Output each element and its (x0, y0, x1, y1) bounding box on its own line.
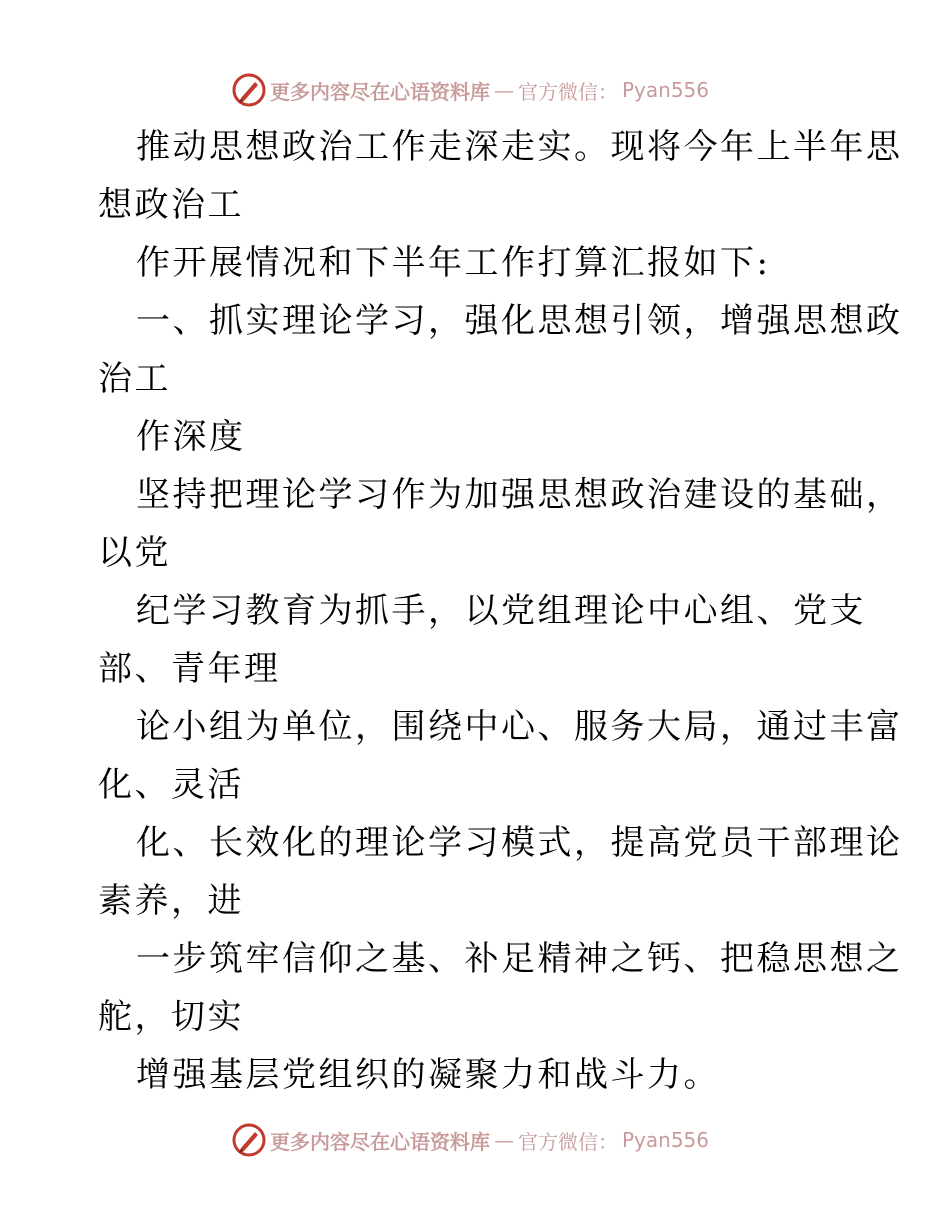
pen-logo-icon (232, 1123, 266, 1157)
pen-logo-icon (232, 73, 266, 107)
watermark-sub-text: 官方微信： (518, 1129, 618, 1154)
footer-watermark (232, 1122, 709, 1158)
watermark-dash: — (494, 1128, 514, 1152)
watermark-main-text: 更多内容尽在心语资料库 (270, 79, 490, 104)
text-line: 化、长效化的理论学习模式，提高党员干部理论 (136, 823, 903, 863)
text-line: 论小组为单位，围绕中心、服务大局，通过丰富 (136, 707, 903, 747)
text-line: 化、灵活 (98, 765, 244, 805)
text-line: 坚持把理论学习作为加强思想政治建设的基础， (136, 475, 903, 515)
document-body (98, 118, 903, 1104)
text-line: 纪学习教育为抓手，以党组理论中心组、党支 (136, 591, 866, 631)
text-line: 作开展情况和下半年工作打算汇报如下: (136, 243, 771, 283)
text-line: 一步筑牢信仰之基、补足精神之钙、把稳思想之 (136, 939, 903, 979)
text-line: 部、青年理 (98, 649, 281, 689)
text-line: 舵，切实 (98, 997, 244, 1037)
text-line: 想政治工 (98, 185, 244, 225)
text-line: 素养，进 (98, 881, 244, 921)
text-line: 增强基层党组织的凝聚力和战斗力。 (136, 1055, 720, 1095)
watermark-sub-text: 官方微信： (518, 79, 618, 104)
text-line: 推动思想政治工作走深走实。现将今年上半年思 (136, 127, 903, 167)
watermark-id-text: Pyan556 (622, 78, 710, 102)
watermark-dash: — (494, 78, 514, 102)
text-line: 作深度 (136, 417, 246, 457)
watermark-id-text: Pyan556 (622, 1128, 710, 1152)
text-line: 以党 (98, 533, 171, 573)
header-watermark (232, 72, 709, 108)
text-line: 治工 (98, 359, 171, 399)
watermark-main-text: 更多内容尽在心语资料库 (270, 1129, 490, 1154)
text-line: 一、抓实理论学习，强化思想引领，增强思想政 (136, 301, 903, 341)
